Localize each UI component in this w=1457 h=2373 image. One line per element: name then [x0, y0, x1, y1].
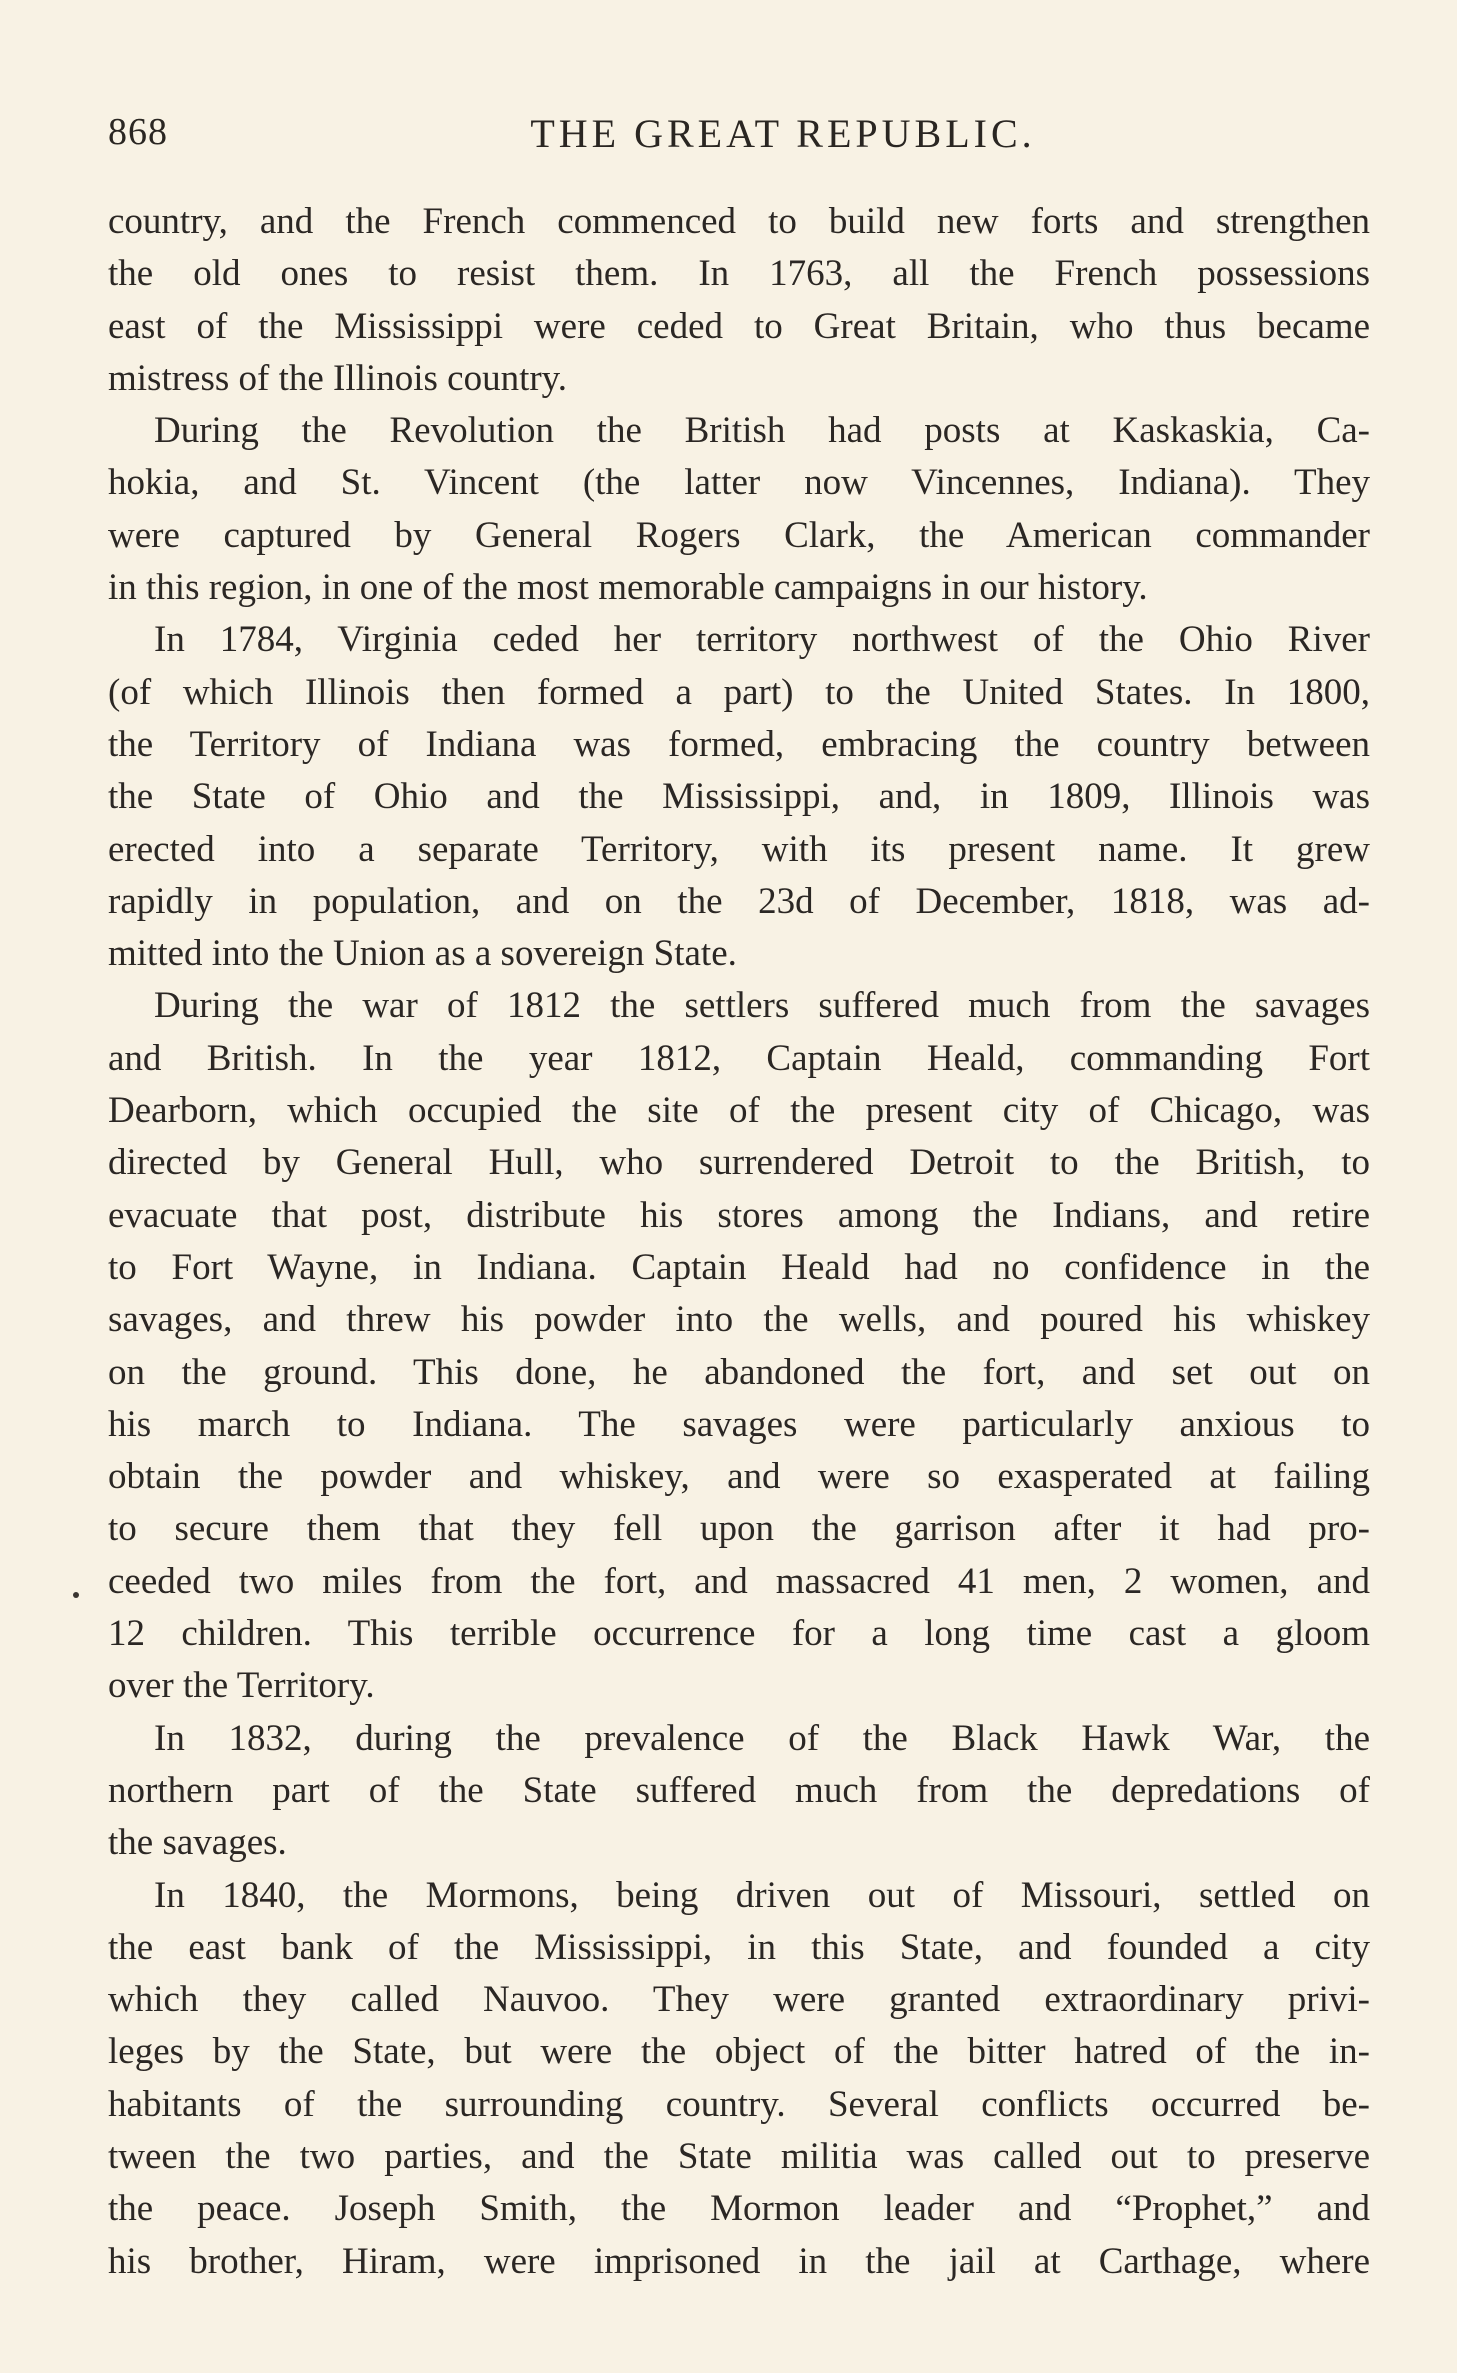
text-line: east of the Mississippi were ceded to Great Britain, who thus became: [108, 305, 1370, 347]
text-line: 12 children. This terrible occurrence for a long time cast a gloom: [108, 1613, 1370, 1655]
page-number: 868: [108, 111, 168, 153]
text-line: over the Territory.: [108, 1665, 375, 1707]
running-title: THE GREAT REPUBLIC.: [530, 111, 1036, 156]
text-line: to Fort Wayne, in Indiana. Captain Heald had no confidence in the: [108, 1246, 1370, 1288]
text-line: country, and the French commenced to build new forts and strengthen: [108, 201, 1370, 242]
text-line: in this region, in one of the most memorable campaigns in our history.: [108, 567, 1148, 609]
text-line: habitants of the surrounding country. Several conflicts occurred be-: [108, 2083, 1370, 2125]
text-line: Dearborn, which occupied the site of the present city of Chicago, was: [108, 1090, 1370, 1132]
text-line: (of which Illinois then formed a part) to the United States. In 1800,: [108, 671, 1370, 713]
body-text: [108, 196, 1370, 2288]
text-line: which they called Nauvoo. They were granted extraordinary privi-: [108, 1979, 1370, 2021]
text-line: ceeded two miles from the fort, and massacred 41 men, 2 women, and: [108, 1560, 1370, 1602]
text-line: the State of Ohio and the Mississippi, and, in 1809, Illinois was: [108, 776, 1370, 818]
text-line: northern part of the State suffered much from the depredations of: [108, 1769, 1370, 1811]
text-line: rapidly in population, and on the 23d of December, 1818, was ad-: [108, 880, 1370, 922]
text-line: his march to Indiana. The savages were particularly anxious to: [108, 1403, 1370, 1445]
text-line: evacuate that post, distribute his stores among the Indians, and retire: [108, 1194, 1370, 1236]
text-line: the peace. Joseph Smith, the Mormon leader and “Prophet,” and: [108, 2188, 1370, 2230]
text-line: the east bank of the Mississippi, in this State, and founded a city: [108, 1926, 1370, 1968]
margin-ink-dot: [73, 1592, 79, 1598]
text-line: In 1832, during the prevalence of the Black Hawk War, the: [154, 1717, 1370, 1759]
text-line: his brother, Hiram, were imprisoned in the jail at Carthage, where: [108, 2240, 1370, 2282]
text-line: In 1840, the Mormons, being driven out of Missouri, settled on: [154, 1874, 1370, 1916]
text-line: mistress of the Illinois country.: [108, 357, 568, 399]
text-line: leges by the State, but were the object of the bitter hatred of the in-: [108, 2031, 1370, 2073]
running-head: [108, 110, 1378, 170]
text-line: During the Revolution the British had posts at Kaskaskia, Ca-: [154, 410, 1370, 452]
text-line: erected into a separate Territory, with its present name. It grew: [108, 828, 1370, 870]
text-line: the Territory of Indiana was formed, embracing the country between: [108, 723, 1370, 765]
text-line: the savages.: [108, 1822, 287, 1864]
text-line: and British. In the year 1812, Captain Heald, commanding Fort: [108, 1037, 1370, 1079]
text-line: the old ones to resist them. In 1763, all the French possessions: [108, 253, 1370, 295]
text-line: savages, and threw his powder into the wells, and poured his whiskey: [108, 1299, 1370, 1341]
text-line: mitted into the Union as a sovereign State.: [108, 933, 737, 975]
text-line: In 1784, Virginia ceded her territory northwest of the Ohio River: [154, 619, 1370, 661]
text-line: During the war of 1812 the settlers suffered much from the savages: [154, 985, 1370, 1027]
text-line: directed by General Hull, who surrendered Detroit to the British, to: [108, 1142, 1370, 1184]
text-line: tween the two parties, and the State militia was called out to preserve: [108, 2135, 1370, 2177]
text-line: were captured by General Rogers Clark, the American commander: [108, 514, 1370, 556]
text-line: obtain the powder and whiskey, and were so exasperated at failing: [108, 1456, 1370, 1498]
text-line: to secure them that they fell upon the garrison after it had pro-: [108, 1508, 1370, 1550]
text-line: on the ground. This done, he abandoned the fort, and set out on: [108, 1351, 1370, 1393]
text-line: hokia, and St. Vincent (the latter now Vincennes, Indiana). They: [108, 462, 1370, 504]
